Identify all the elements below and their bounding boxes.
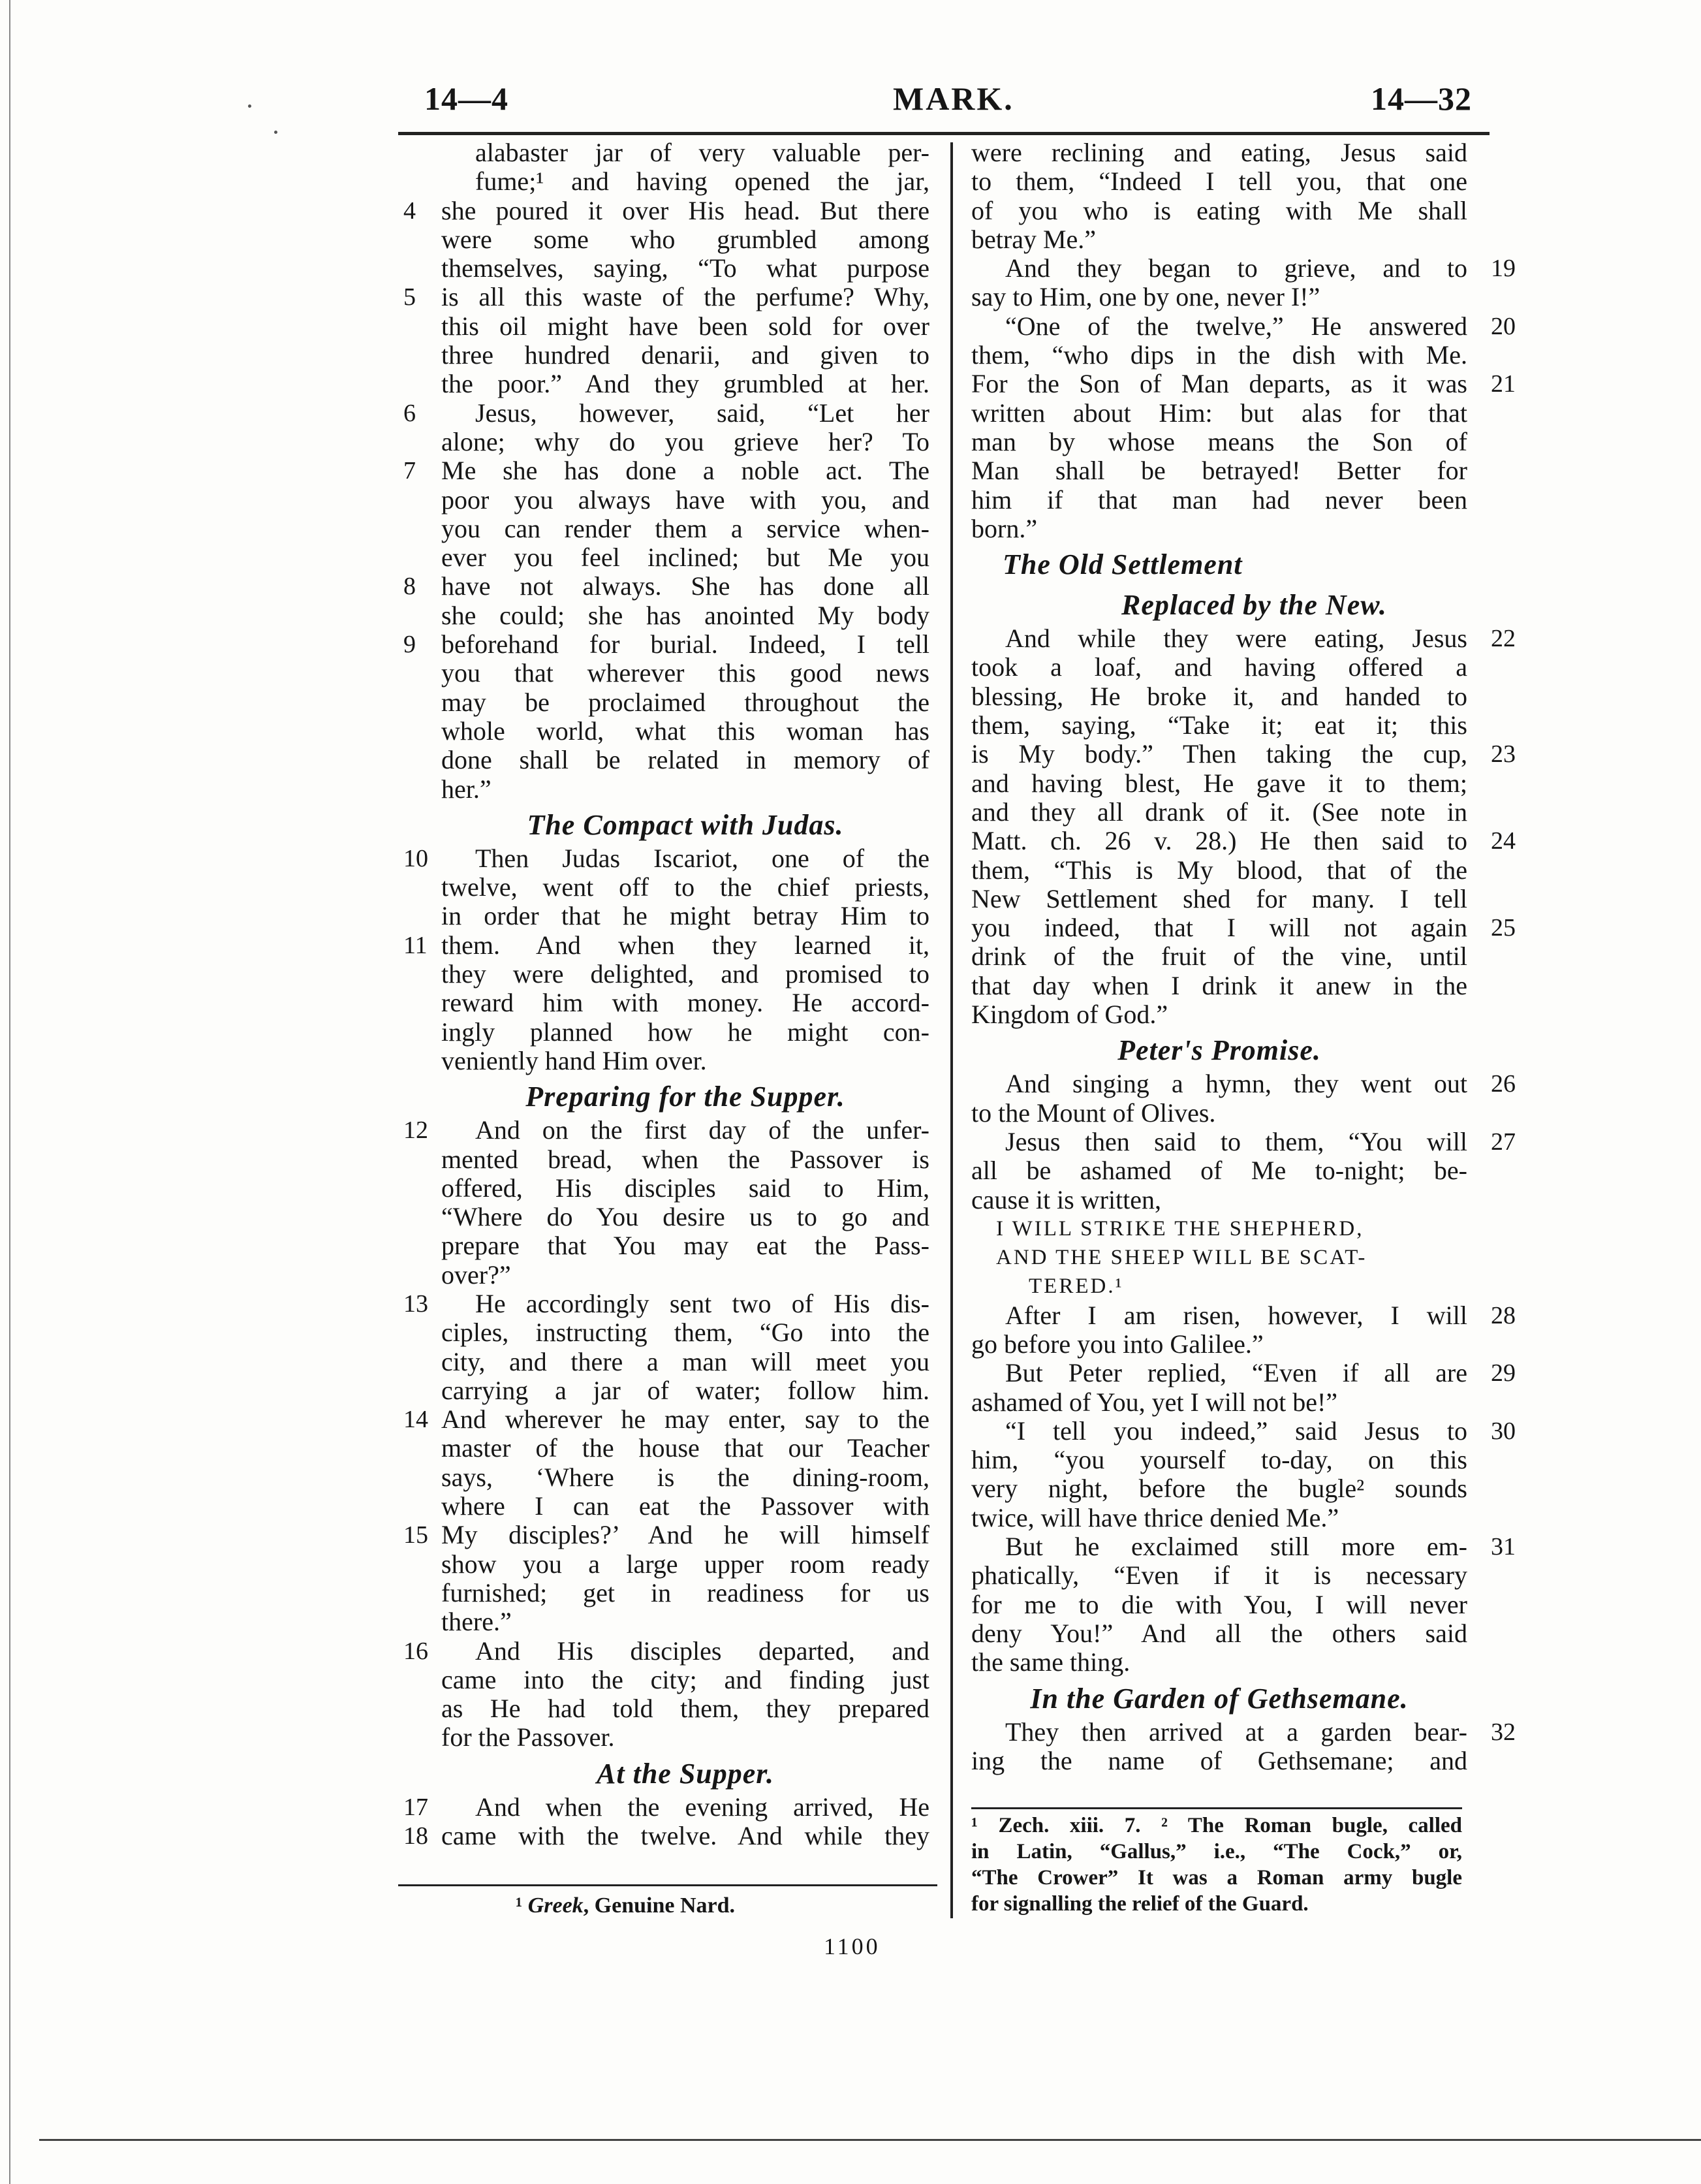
text-line bbox=[971, 369, 1516, 399]
text-line bbox=[403, 629, 929, 659]
line-text: And on the first day of the unfer- bbox=[475, 1115, 929, 1145]
line-text: betray Me.” bbox=[971, 224, 1097, 254]
text-line bbox=[441, 775, 929, 804]
text-line bbox=[403, 1792, 929, 1822]
line-text: is My body.” Then taking the cup, bbox=[971, 739, 1467, 769]
footnote-line: ¹ Zech. xiii. 7. ² The Roman bugle, called bbox=[971, 1814, 1462, 1837]
line-text: But he exclaimed still more em- bbox=[1005, 1532, 1467, 1562]
scan-speck bbox=[274, 131, 277, 134]
line-text: is all this waste of the perfume? Why, bbox=[441, 282, 929, 312]
text-line bbox=[971, 225, 1467, 254]
line-text: written about Him: but alas for that bbox=[971, 398, 1467, 428]
line-text: you that wherever this good news bbox=[441, 658, 929, 688]
text-line bbox=[971, 1474, 1467, 1503]
line-text: alone; why do you grieve her? To bbox=[441, 426, 929, 456]
verse-number: 19 bbox=[1491, 255, 1516, 283]
text-line bbox=[441, 225, 929, 254]
text-line bbox=[441, 486, 929, 514]
verse-number: 7 bbox=[403, 457, 416, 485]
line-text: And singing a hymn, they went out bbox=[1005, 1069, 1467, 1099]
text-line bbox=[971, 456, 1467, 485]
text-line bbox=[441, 1723, 929, 1752]
section-heading-text: Preparing for the Supper. bbox=[525, 1081, 845, 1113]
line-text: to them, “Indeed I tell you, that one bbox=[971, 166, 1467, 197]
text-line bbox=[971, 1648, 1467, 1677]
line-text: But Peter replied, “Even if all are bbox=[1005, 1358, 1467, 1388]
line-text: Man shall be betrayed! Better for bbox=[971, 456, 1467, 486]
header-rule bbox=[398, 132, 1490, 135]
line-text: her.” bbox=[441, 774, 492, 804]
text-line bbox=[441, 1376, 929, 1405]
text-line bbox=[441, 1463, 929, 1492]
text-line bbox=[971, 514, 1467, 543]
line-text: master of the house that our Teacher bbox=[441, 1433, 929, 1463]
line-text: for me to die with You, I will never bbox=[971, 1589, 1467, 1619]
section-heading-text: The Compact with Judas. bbox=[527, 808, 844, 841]
text-line bbox=[403, 571, 929, 601]
line-text: there.” bbox=[441, 1607, 512, 1637]
text-line bbox=[971, 826, 1516, 856]
verse-number: 10 bbox=[403, 844, 428, 872]
verse-number: 18 bbox=[403, 1822, 428, 1850]
text-line bbox=[971, 1099, 1467, 1128]
text-line bbox=[971, 711, 1467, 740]
line-text: you indeed, that I will not again bbox=[971, 913, 1467, 943]
line-text: the same thing. bbox=[971, 1647, 1131, 1677]
text-line bbox=[971, 311, 1516, 341]
verse-number: 8 bbox=[403, 573, 416, 601]
verse-number: 11 bbox=[403, 931, 428, 959]
verse-number: 15 bbox=[403, 1521, 428, 1549]
line-text: After I am risen, however, I will bbox=[1005, 1300, 1467, 1330]
line-text: she poured it over His head. But there bbox=[441, 195, 929, 225]
line-text: all be ashamed of Me to-night; be- bbox=[971, 1156, 1467, 1186]
line-text: And wherever he may enter, say to the bbox=[441, 1404, 929, 1434]
left-footnote bbox=[516, 1893, 735, 1918]
line-text: He accordingly sent two of His dis- bbox=[475, 1288, 929, 1318]
text-line bbox=[971, 428, 1467, 456]
line-text: Jesus, however, said, “Let her bbox=[475, 398, 929, 428]
line-text: have not always. She has done all bbox=[441, 571, 929, 601]
text-line bbox=[403, 843, 929, 873]
verse-number: 24 bbox=[1491, 827, 1516, 855]
text-line bbox=[971, 341, 1467, 370]
section-heading-text: Replaced by the New. bbox=[1121, 589, 1387, 622]
line-text: prepare that You may eat the Pass- bbox=[441, 1231, 929, 1261]
text-line bbox=[441, 1231, 929, 1260]
text-line bbox=[441, 1492, 929, 1521]
text-line bbox=[441, 1550, 929, 1579]
line-text: ever you feel inclined; but Me you bbox=[441, 543, 929, 573]
text-line bbox=[403, 1520, 929, 1550]
section-heading bbox=[971, 543, 1467, 584]
text-line bbox=[441, 902, 929, 930]
text-line bbox=[441, 1018, 929, 1047]
text-line bbox=[403, 1288, 929, 1318]
text-line bbox=[971, 1243, 1467, 1272]
text-line bbox=[971, 1561, 1467, 1590]
text-line bbox=[971, 798, 1467, 827]
text-line bbox=[441, 312, 929, 341]
section-heading bbox=[971, 1677, 1467, 1718]
verse-number: 32 bbox=[1491, 1718, 1516, 1746]
text-line bbox=[441, 1047, 929, 1075]
line-text: twelve, went off to the chief priests, bbox=[441, 872, 929, 902]
section-heading bbox=[441, 1075, 929, 1116]
text-line bbox=[403, 1404, 929, 1434]
right-text-column bbox=[971, 138, 1516, 1775]
line-text: came with the twelve. And while they bbox=[441, 1821, 929, 1851]
footnote-line: in Latin, “Gallus,” i.e., “The Cock,” or, bbox=[971, 1840, 1462, 1863]
text-line bbox=[971, 653, 1467, 682]
text-line bbox=[441, 1261, 929, 1290]
text-line bbox=[441, 1666, 929, 1694]
text-line bbox=[971, 1747, 1467, 1775]
book-title: MARK. bbox=[893, 80, 1014, 117]
verse-number: 16 bbox=[403, 1637, 428, 1665]
line-text: for the Passover. bbox=[441, 1722, 615, 1752]
line-text: themselves, saying, “To what purpose bbox=[441, 253, 929, 283]
text-line bbox=[971, 1532, 1516, 1562]
line-text: in order that he might betray Him to bbox=[441, 901, 929, 931]
line-text: beforehand for burial. Indeed, I tell bbox=[441, 629, 929, 659]
text-line bbox=[441, 1145, 929, 1174]
verse-number: 12 bbox=[403, 1116, 428, 1145]
line-text: say to Him, one by one, never I!” bbox=[971, 282, 1320, 312]
line-text: Jesus then said to them, “You will bbox=[1005, 1126, 1467, 1156]
text-line bbox=[441, 717, 929, 746]
text-line bbox=[441, 601, 929, 630]
line-text: Me she has done a noble act. The bbox=[441, 456, 929, 486]
line-text: Kingdom of God.” bbox=[971, 1000, 1168, 1030]
text-line bbox=[971, 1416, 1516, 1446]
text-line bbox=[441, 1434, 929, 1463]
text-line bbox=[971, 138, 1467, 167]
line-text: blessing, He broke it, and handed to bbox=[971, 681, 1467, 711]
line-text: as He had told them, they prepared bbox=[441, 1694, 929, 1724]
text-line bbox=[971, 1446, 1467, 1474]
line-text: man by whose means the Son of bbox=[971, 426, 1467, 456]
verse-number: 27 bbox=[1491, 1128, 1516, 1156]
line-text: AND THE SHEEP WILL BE SCAT- bbox=[996, 1246, 1367, 1270]
text-line bbox=[441, 659, 929, 688]
text-line bbox=[403, 456, 929, 486]
section-heading-text: Peter's Promise. bbox=[1117, 1034, 1321, 1067]
line-text: of you who is eating with Me shall bbox=[971, 195, 1467, 225]
section-heading bbox=[971, 1029, 1467, 1069]
line-text: them. And when they learned it, bbox=[441, 930, 929, 960]
text-line bbox=[971, 913, 1516, 943]
section-heading bbox=[441, 1752, 929, 1793]
text-line bbox=[441, 514, 929, 543]
verse-number: 31 bbox=[1491, 1533, 1516, 1561]
line-text: city, and there a man will meet you bbox=[441, 1346, 929, 1376]
line-text: were some who grumbled among bbox=[441, 224, 929, 254]
line-text: mented bread, when the Passover is bbox=[441, 1144, 929, 1174]
line-text: They then arrived at a garden bear- bbox=[1005, 1717, 1467, 1747]
verse-number: 5 bbox=[403, 283, 416, 311]
text-line bbox=[971, 1300, 1516, 1330]
line-text: I WILL STRIKE THE SHEPHERD, bbox=[996, 1216, 1364, 1241]
line-text: twice, will have thrice denied Me.” bbox=[971, 1502, 1339, 1532]
text-line bbox=[441, 873, 929, 902]
verse-number: 22 bbox=[1491, 625, 1516, 653]
line-text: may be proclaimed throughout the bbox=[441, 687, 929, 717]
line-text: “I tell you indeed,” said Jesus to bbox=[1005, 1416, 1467, 1446]
line-text: came into the city; and finding just bbox=[441, 1664, 929, 1694]
line-text: says, ‘Where is the dining-room, bbox=[441, 1462, 929, 1492]
text-line bbox=[441, 543, 929, 572]
text-line bbox=[403, 930, 929, 960]
line-text: fume;¹ and having opened the jar, bbox=[475, 166, 929, 197]
verse-number: 17 bbox=[403, 1793, 428, 1821]
line-text: over?” bbox=[441, 1259, 511, 1290]
line-text: they were delighted, and promised to bbox=[441, 959, 929, 989]
line-text: you can render them a service when- bbox=[441, 513, 929, 543]
line-text: alabaster jar of very valuable per- bbox=[475, 138, 929, 167]
line-text: him, “you yourself to-day, on this bbox=[971, 1445, 1467, 1475]
line-text: Then Judas Iscariot, one of the bbox=[475, 843, 929, 873]
text-line bbox=[971, 856, 1467, 885]
text-line bbox=[971, 769, 1467, 798]
text-line bbox=[441, 428, 929, 456]
verse-number: 6 bbox=[403, 399, 416, 427]
line-text: took a loaf, and having offered a bbox=[971, 652, 1467, 682]
text-line bbox=[971, 197, 1467, 225]
line-text: And they began to grieve, and to bbox=[1005, 253, 1467, 283]
text-line bbox=[971, 624, 1516, 654]
verse-number: 29 bbox=[1491, 1359, 1516, 1387]
line-text: them, “This is My blood, that of the bbox=[971, 855, 1467, 885]
text-line bbox=[441, 960, 929, 989]
line-text: “One of the twelve,” He answered bbox=[1005, 311, 1467, 341]
line-text: And His disciples departed, and bbox=[475, 1636, 929, 1666]
text-line bbox=[971, 1330, 1467, 1359]
line-text: ashamed of You, yet I will not be!” bbox=[971, 1387, 1338, 1417]
line-text: And when the evening arrived, He bbox=[475, 1792, 929, 1822]
line-text: very night, before the bugle² sounds bbox=[971, 1474, 1467, 1504]
line-text: them, saying, “Take it; eat it; this bbox=[971, 710, 1467, 740]
verse-number: 14 bbox=[403, 1406, 428, 1434]
left-footnote-rule bbox=[398, 1884, 937, 1886]
text-line bbox=[971, 1358, 1516, 1388]
text-line bbox=[971, 1619, 1467, 1648]
line-text: three hundred denarii, and given to bbox=[441, 340, 929, 370]
text-line bbox=[971, 1717, 1516, 1747]
line-text: ingly planned how he might con- bbox=[441, 1017, 929, 1047]
text-line bbox=[441, 1607, 929, 1636]
text-line bbox=[441, 1694, 929, 1723]
line-text: were reclining and eating, Jesus said bbox=[971, 138, 1467, 167]
text-line bbox=[403, 1636, 929, 1666]
footnote-marker: ¹ bbox=[516, 1893, 523, 1918]
text-line bbox=[441, 138, 929, 167]
footnote-italic: Greek bbox=[527, 1893, 584, 1918]
verse-number: 13 bbox=[403, 1290, 428, 1318]
text-line bbox=[971, 942, 1467, 971]
line-text: born.” bbox=[971, 513, 1038, 543]
text-line bbox=[971, 1156, 1467, 1185]
text-line bbox=[441, 370, 929, 398]
line-text: Matt. ch. 26 v. 28.) He then said to bbox=[971, 826, 1467, 856]
text-line bbox=[971, 486, 1467, 514]
line-text: phatically, “Even if it is necessary bbox=[971, 1560, 1467, 1591]
footnote-line: for signalling the relief of the Guard. bbox=[971, 1892, 1309, 1916]
line-text: carrying a jar of water; follow him. bbox=[441, 1375, 929, 1405]
section-heading bbox=[441, 804, 929, 844]
text-line bbox=[971, 972, 1467, 1000]
text-line bbox=[971, 1000, 1467, 1029]
line-text: that day when I drink it anew in the bbox=[971, 970, 1467, 1000]
verse-number: 4 bbox=[403, 197, 416, 225]
text-line bbox=[403, 398, 929, 428]
text-line bbox=[441, 989, 929, 1017]
line-text: drink of the fruit of the vine, until bbox=[971, 942, 1467, 972]
verse-number: 30 bbox=[1491, 1417, 1516, 1445]
text-line bbox=[971, 739, 1516, 769]
line-text: she could; she has anointed My body bbox=[441, 600, 929, 630]
section-heading bbox=[971, 584, 1467, 624]
column-divider bbox=[950, 142, 953, 1918]
verse-number: 25 bbox=[1491, 914, 1516, 942]
left-text-column bbox=[403, 138, 929, 1851]
line-text: where I can eat the Passover with bbox=[441, 1491, 929, 1521]
line-text: deny You!” And all the others said bbox=[971, 1618, 1467, 1648]
text-line bbox=[971, 167, 1467, 196]
text-line bbox=[441, 1174, 929, 1203]
line-text: offered, His disciples said to Him, bbox=[441, 1173, 929, 1203]
line-text: veniently hand Him over. bbox=[441, 1045, 707, 1075]
verse-number: 28 bbox=[1491, 1301, 1516, 1329]
verse-number: 26 bbox=[1491, 1070, 1516, 1098]
scan-edge-line bbox=[9, 0, 10, 2184]
verse-number: 21 bbox=[1491, 370, 1516, 398]
line-text: For the Son of Man departs, as it was bbox=[971, 369, 1467, 399]
footnote-text: , Genuine Nard. bbox=[583, 1893, 736, 1918]
line-text: furnished; get in readiness for us bbox=[441, 1577, 929, 1607]
text-line bbox=[403, 195, 929, 225]
line-text: this oil might have been sold for over bbox=[441, 311, 929, 341]
text-line bbox=[971, 1388, 1467, 1417]
text-line bbox=[971, 283, 1467, 311]
line-text: done shall be related in memory of bbox=[441, 745, 929, 775]
chapter-verse-start: 14—4 bbox=[424, 80, 508, 117]
text-line bbox=[441, 1579, 929, 1607]
line-text: ing the name of Gethsemane; and bbox=[971, 1745, 1467, 1775]
line-text: reward him with money. He accord- bbox=[441, 988, 929, 1018]
bottom-scan-rule bbox=[39, 2139, 1701, 2141]
line-text: and they all drank of it. (See note in bbox=[971, 797, 1467, 827]
line-text: him if that man had never been bbox=[971, 484, 1467, 514]
text-line bbox=[403, 1821, 929, 1851]
text-line bbox=[441, 688, 929, 717]
text-line bbox=[441, 167, 929, 196]
line-text: My disciples?’ And he will himself bbox=[441, 1520, 929, 1550]
text-line bbox=[403, 1115, 929, 1145]
text-line bbox=[971, 1272, 1467, 1301]
verse-number: 9 bbox=[403, 631, 416, 659]
line-text: show you a large upper room ready bbox=[441, 1549, 929, 1579]
right-footnotes bbox=[971, 1812, 1462, 1917]
scan-speck bbox=[248, 104, 251, 108]
text-line bbox=[971, 1126, 1516, 1156]
right-footnote-rule bbox=[971, 1807, 1462, 1809]
line-text: ciples, instructing them, “Go into the bbox=[441, 1318, 929, 1348]
text-line bbox=[971, 399, 1467, 428]
line-text: And while they were eating, Jesus bbox=[1005, 624, 1467, 654]
text-line bbox=[441, 1348, 929, 1376]
line-text: to the Mount of Olives. bbox=[971, 1098, 1216, 1128]
line-text: the poor.” And they grumbled at her. bbox=[441, 369, 929, 399]
text-line bbox=[441, 746, 929, 774]
text-line bbox=[403, 282, 929, 312]
line-text: go before you into Galilee.” bbox=[971, 1329, 1264, 1359]
line-text: cause it is written, bbox=[971, 1184, 1162, 1214]
line-text: poor you always have with you, and bbox=[441, 484, 929, 514]
verse-number: 20 bbox=[1491, 312, 1516, 340]
section-heading-text: In the Garden of Gethsemane. bbox=[1030, 1682, 1409, 1715]
text-line bbox=[441, 254, 929, 283]
page-number: 1100 bbox=[824, 1933, 881, 1959]
text-line bbox=[971, 253, 1516, 283]
line-text: them, “who dips in the dish with Me. bbox=[971, 340, 1467, 370]
section-heading-text: The Old Settlement bbox=[1003, 548, 1243, 581]
text-line bbox=[971, 682, 1467, 711]
text-line bbox=[971, 1186, 1467, 1214]
line-text: and having blest, He gave it to them; bbox=[971, 768, 1467, 798]
section-heading-text: At the Supper. bbox=[597, 1757, 774, 1790]
text-line bbox=[971, 1591, 1467, 1619]
line-text: TERED.¹ bbox=[1029, 1274, 1124, 1299]
line-text: “Where do You desire us to go and bbox=[441, 1202, 929, 1232]
text-line bbox=[971, 885, 1467, 913]
text-line bbox=[971, 1214, 1467, 1243]
footnote-line: “The Crower” It was a Roman army bugle bbox=[971, 1866, 1462, 1890]
line-text: New Settlement shed for many. I tell bbox=[971, 883, 1467, 913]
chapter-verse-end: 14—32 bbox=[1371, 80, 1472, 117]
line-text: whole world, what this woman has bbox=[441, 716, 929, 746]
text-line bbox=[441, 1318, 929, 1347]
text-line bbox=[971, 1069, 1516, 1099]
text-line bbox=[441, 341, 929, 370]
text-line bbox=[441, 1203, 929, 1231]
verse-number: 23 bbox=[1491, 740, 1516, 768]
text-line bbox=[971, 1504, 1467, 1532]
